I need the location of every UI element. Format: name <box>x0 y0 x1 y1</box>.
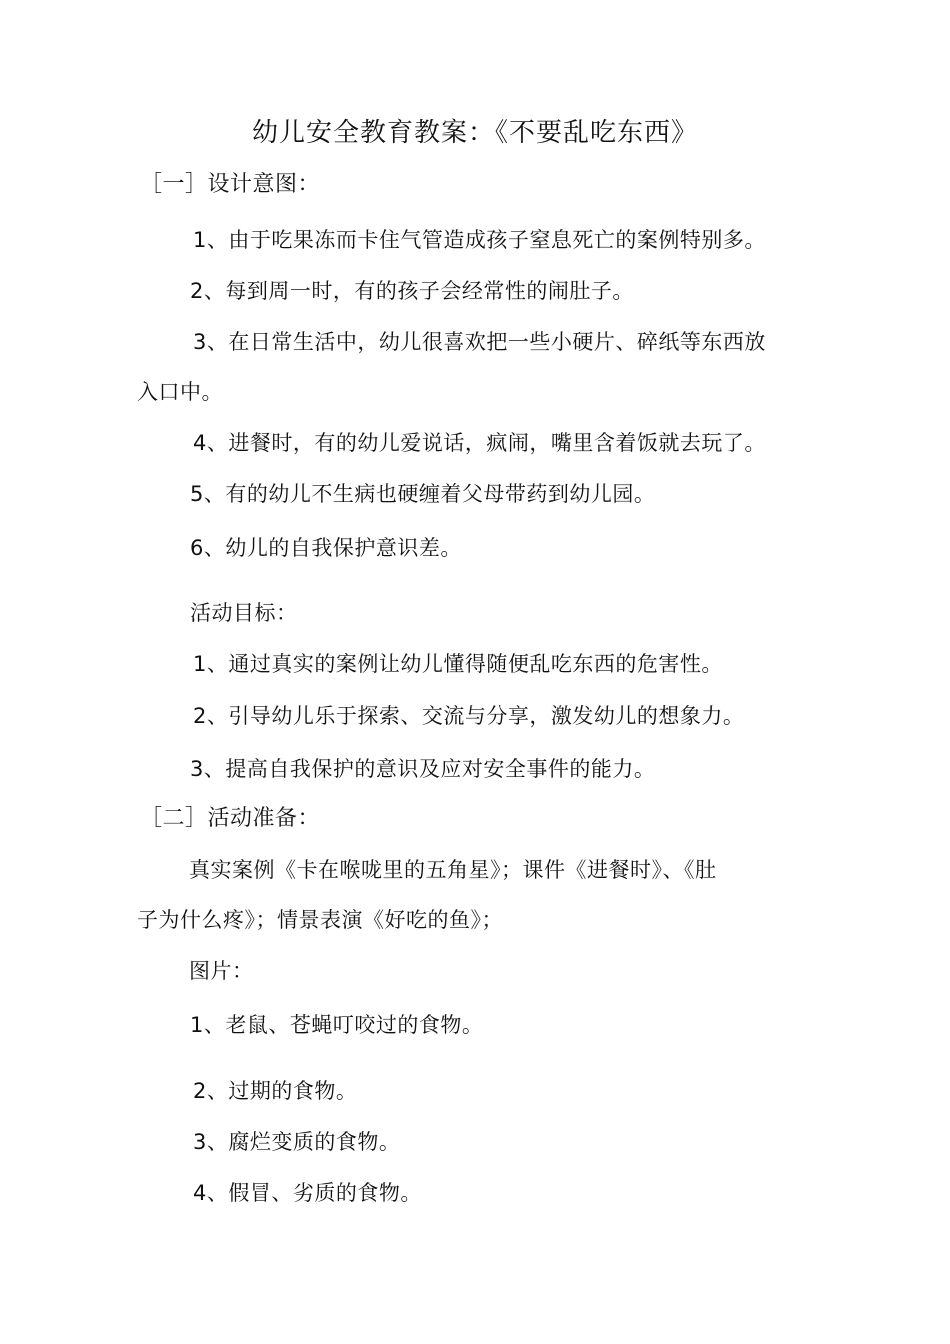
document-title: 幼儿安全教育教案：《不要乱吃东西》 <box>251 118 698 148</box>
pictures-heading: 图片： <box>189 959 254 983</box>
picture-item-1: 1、老鼠、苍蝇叮咬过的食物。 <box>190 1013 484 1037</box>
design-intent-item-5: 5、有的幼儿不生病也硬缠着父母带药到幼儿园。 <box>190 482 656 506</box>
activity-goal-2: 2、引导幼儿乐于探索、交流与分享，激发幼儿的想象力。 <box>193 704 745 728</box>
section-heading-activity-prep: ［二］活动准备： <box>140 806 321 831</box>
picture-item-2: 2、过期的食物。 <box>193 1079 358 1103</box>
activity-goals-heading: 活动目标： <box>190 601 298 625</box>
design-intent-item-3: 3、在日常生活中，幼儿很喜欢把一些小硬片、碎纸等东西放 <box>193 330 766 354</box>
design-intent-item-4: 4、进餐时，有的幼儿爱说话，疯闹，嘴里含着饭就去玩了。 <box>193 431 766 455</box>
design-intent-item-1: 1、由于吃果冻而卡住气管造成孩子窒息死亡的案例特别多。 <box>193 228 766 252</box>
picture-item-3: 3、腐烂变质的食物。 <box>193 1130 401 1154</box>
design-intent-item-2: 2、每到周一时，有的孩子会经常性的闹肚子。 <box>190 279 634 303</box>
prep-text-line-1: 真实案例《卡在喉咙里的五角星》；课件《进餐时》、《肚 <box>189 858 717 882</box>
activity-goal-1: 1、通过真实的案例让幼儿懂得随便乱吃东西的危害性。 <box>193 652 723 676</box>
activity-goal-3: 3、提高自我保护的意识及应对安全事件的能力。 <box>190 757 656 781</box>
design-intent-item-3-continued: 入口中。 <box>137 380 223 404</box>
picture-item-4: 4、假冒、劣质的食物。 <box>193 1181 422 1205</box>
design-intent-item-6: 6、幼儿的自我保护意识差。 <box>190 536 462 560</box>
section-heading-design-intent: ［一］设计意图： <box>140 172 321 197</box>
prep-text-line-2: 子为什么疼》；情景表演《好吃的鱼》； <box>137 908 503 932</box>
